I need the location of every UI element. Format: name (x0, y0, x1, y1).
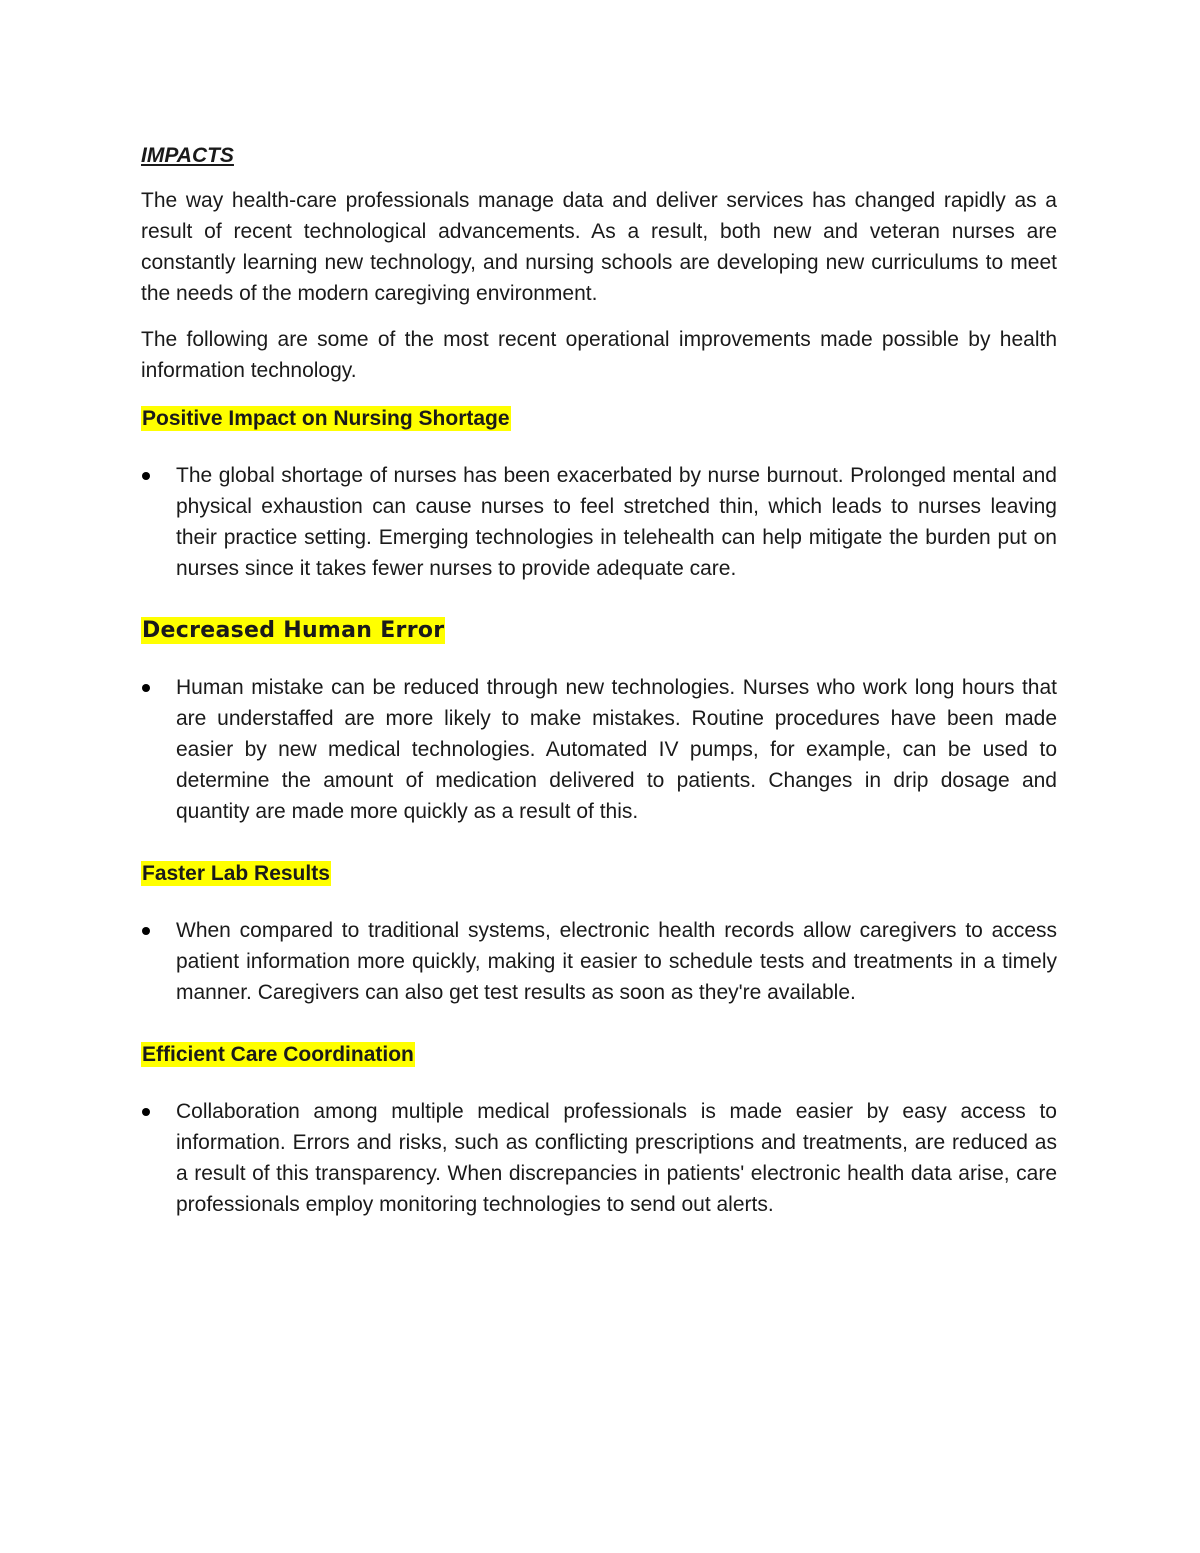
bullet-list-care-coordination (141, 1096, 1057, 1220)
section-heading-lab-results (141, 858, 1057, 889)
bullet-icon (142, 1108, 150, 1116)
bullet-list-lab-results (141, 915, 1057, 1008)
bullet-icon (142, 684, 150, 692)
document-title: IMPACTS (141, 144, 234, 167)
highlighted-heading-text: Positive Impact on Nursing Shortage (142, 407, 510, 430)
section-heading-nursing-shortage (141, 403, 1057, 434)
list-item (141, 672, 1057, 827)
intro-paragraph-2: The following are some of the most recent operational improvements made possible by health information technology. (141, 328, 1057, 382)
bullet-list-nursing-shortage (141, 460, 1057, 584)
document-page (141, 140, 1057, 1246)
bullet-text: Human mistake can be reduced through new technologies. Nurses who work long hours that are understaffed are more likely to make mistakes. Routine procedures have been made easier by new medical technologies. Automated IV pumps, for example, can be used to determine the amount of medication delivered to patients. Changes in drip dosage and quantity are made more quickly as a result of this. (176, 676, 1057, 823)
list-item (141, 460, 1057, 584)
intro-paragraph-1: The way health-care professionals manage data and deliver services has changed rapidly as a result of recent technological advancements. As a result, both new and veteran nurses are constantly learning new technology, and nursing schools are developing new curriculums to meet the needs of the modern caregiving environment. (141, 189, 1057, 305)
bullet-icon (142, 472, 150, 480)
highlighted-heading-text: Faster Lab Results (142, 862, 330, 885)
bullet-text: Collaboration among multiple medical professionals is made easier by easy access to information. Errors and risks, such as conflicting prescriptions and treatments, are reduced as a result of this transparency. When discrepancies in patients' electronic health data arise, care professionals employ monitoring technologies to send out alerts. (176, 1100, 1057, 1216)
bullet-list-human-error (141, 672, 1057, 827)
bullet-icon (142, 927, 150, 935)
list-item (141, 1096, 1057, 1220)
bullet-text: When compared to traditional systems, electronic health records allow caregivers to access patient information more quickly, making it easier to schedule tests and treatments in a timely manner. Caregivers can also get test results as soon as they're available. (176, 919, 1057, 1004)
section-heading-care-coordination (141, 1039, 1057, 1070)
bullet-text: The global shortage of nurses has been exacerbated by nurse burnout. Prolonged mental and physical exhaustion can cause nurses to feel stretched thin, which leads to nurses leaving their practice setting. Emerging technologies in telehealth can help mitigate the burden put on nurses since it takes fewer nurses to provide adequate care. (176, 464, 1057, 580)
highlighted-heading-text: Decreased Human Error (142, 618, 445, 643)
highlighted-heading-text: Efficient Care Coordination (142, 1043, 414, 1066)
section-heading-human-error (141, 615, 1057, 646)
list-item (141, 915, 1057, 1008)
